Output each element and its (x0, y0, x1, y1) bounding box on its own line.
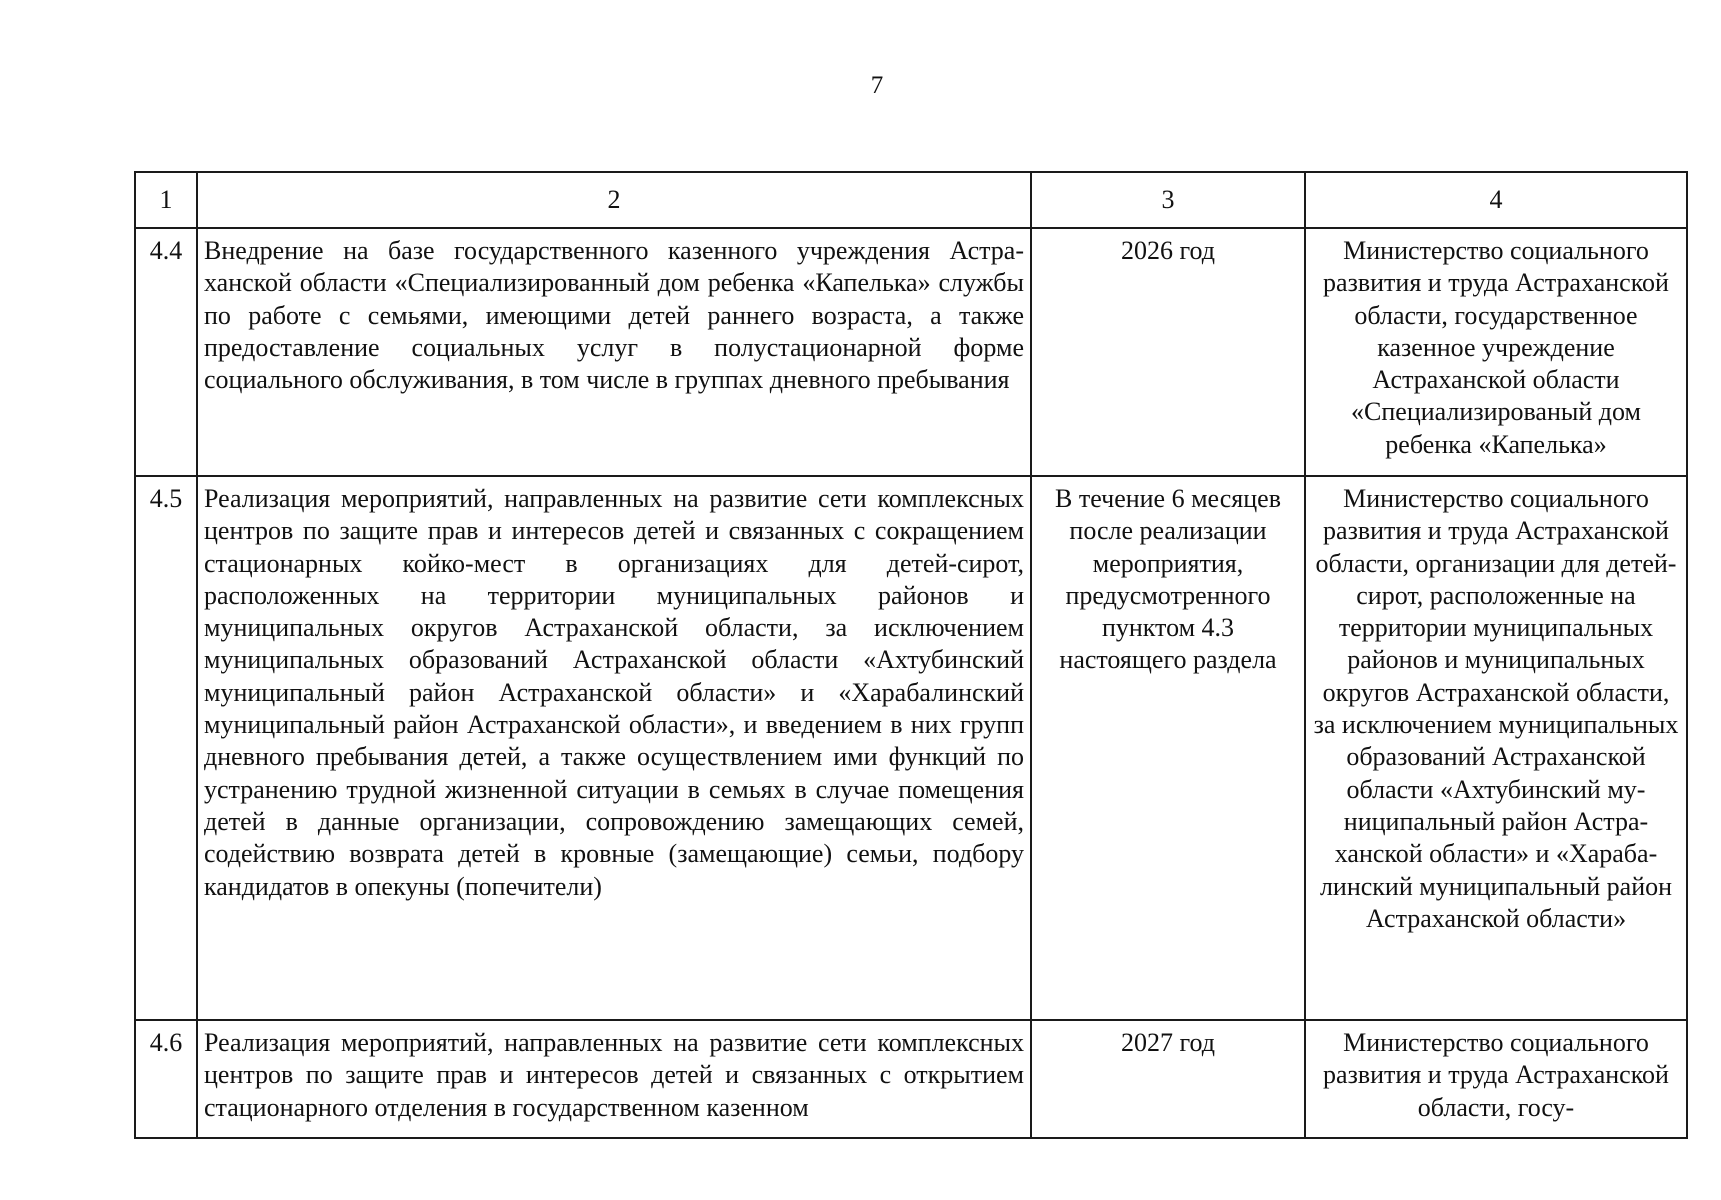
header-cell-4: 4 (1305, 172, 1687, 228)
measure-description: Реализация мероприятий, направленных на развитие сети комплексных центров по защите прав и интересов детей и связанных с открытием стационарного отделения в государственном казенном (197, 1020, 1031, 1138)
measures-table (134, 171, 1688, 1139)
header-cell-2: 2 (197, 172, 1031, 228)
measure-term: 2027 год (1031, 1020, 1305, 1138)
row-number: 4.5 (135, 476, 197, 1020)
measure-responsible: Министерство социального развития и труда Астраханской области, государственное казенное учреждение Астраханской области «Специализированый дом ребенка «Капелька» (1305, 228, 1687, 476)
measure-responsible: Министерство социального развития и труда Астраханской области, госу- (1305, 1020, 1687, 1138)
measure-description: Реализация мероприятий, направленных на развитие сети комплексных центров по защите прав и интересов детей и связанных с сокращением стационарных койко-мест в организациях для детей-сирот, расположенных на территории муниципальных районов и муниципальных округов Астраханской области, за исключением муниципальных образований Астраханской области «Ахтубинский муниципальный район Астраханской области» и «Харабалинский муниципальный район Астраханской области», и введением в них групп дневного пребывания детей, а также осуществлением ими функций по устранению трудной жизненной ситуации в семьях в случае помещения детей в данные организации, сопровождению замещающих семей, содействию возврата детей в кровные (замещающие) семьи, подбору кандидатов в опекуны (попечители) (197, 476, 1031, 1020)
measure-term: 2026 год (1031, 228, 1305, 476)
table-header-row (135, 172, 1687, 228)
table-row (135, 476, 1687, 1020)
row-number: 4.6 (135, 1020, 197, 1138)
table-row (135, 228, 1687, 476)
table-row (135, 1020, 1687, 1138)
header-cell-1: 1 (135, 172, 197, 228)
measure-responsible: Министерство социального развития и труда Астраханской области, организации для детей-сирот, расположенные на территории муниципальных районов и муниципальных округов Астраханской области, за исключением муниципальных образований Астраханской области «Ахтубинский муниципальный район Астраханской области» и «Харабалинский муниципальный район Астраханской области» (1305, 476, 1687, 1020)
page-number: 7 (870, 72, 884, 99)
measure-term: В течение 6 месяцев после реализации мероприятия, предусмотренного пунктом 4.3 настоящего раздела (1031, 476, 1305, 1020)
header-cell-3: 3 (1031, 172, 1305, 228)
row-number: 4.4 (135, 228, 197, 476)
measure-description: Внедрение на базе государственного казенного учреждения Астраханской области «Специализированный дом ребенка «Капелька» службы по работе с семьями, имеющими детей раннего возраста, а также предоставление социальных услуг в полустационарной форме социального обслуживания, в том числе в группах дневного пребывания (197, 228, 1031, 476)
